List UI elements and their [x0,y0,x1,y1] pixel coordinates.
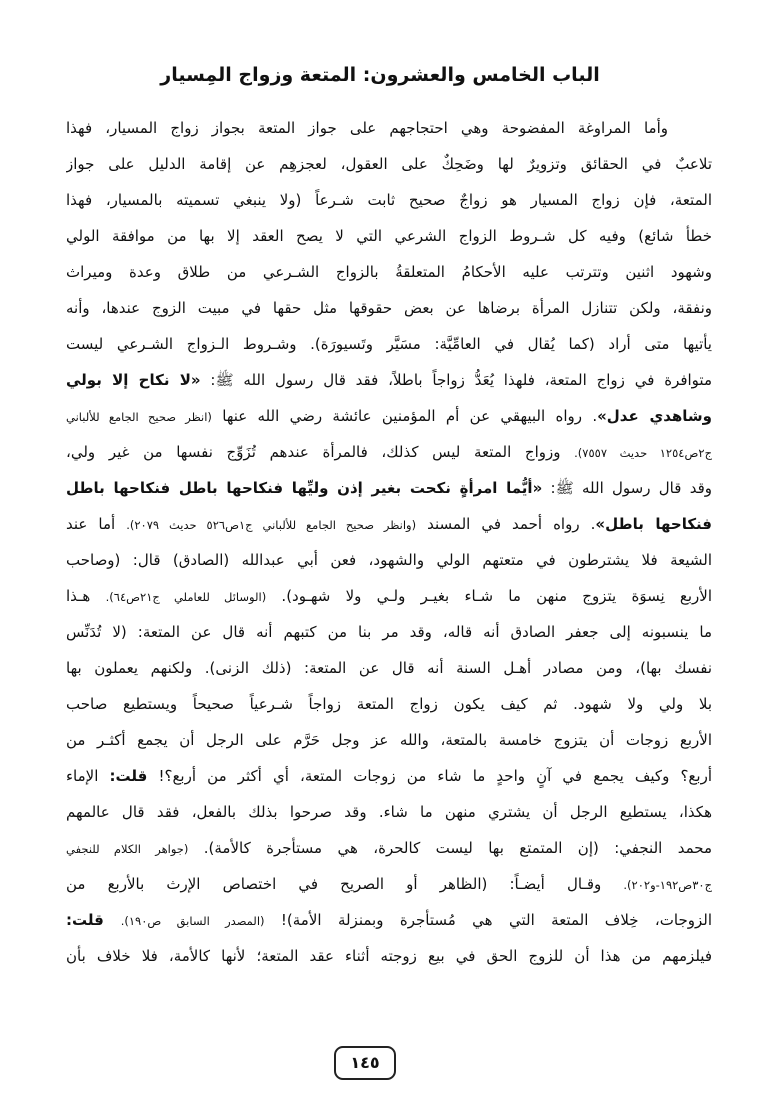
text-line [66,938,712,974]
footnote-reference: (جواهر الكلام للنجفي [66,842,189,856]
text-line [66,650,712,686]
hadith-quote: فنكاحها باطل» [595,515,712,533]
line-segment: وأما المراوغة المفضوحة وهي احتجاجهم على جواز المتعة بجواز زواج المسيار، فهذا [66,119,668,137]
text-line [66,866,712,902]
line-segment: الأربع زوجات أن يتزوج خامسة بالمتعة، والله عز وجل حَرَّم على الرجل أن يجمع أكثـر من [66,731,712,749]
text-line [66,506,712,542]
line-segment: الإماء [66,767,110,785]
footnote-reference: (المصدر السابق ص١٩٠). [120,914,265,928]
line-segment: وقد قال رسول الله ﷺ: [542,479,712,497]
text-line [66,146,712,182]
line-segment: تلاعبٌ في الحقائق وتزويرٌ لها وضَحِكٌ على العقول، لعجزهِم عن إقامة الدليل على جواز [66,155,712,173]
line-segment: أما عند [66,515,127,533]
line-segment: يأتيها متى أراد (كما يُقال في العامِّيَّة: مسَيَّر وتَسيورَة). وشـروط الـزواج الشـرعي ليست [66,335,712,353]
text-line [66,398,712,434]
footnote-reference: (وانظر صحيح الجامع للألباني ج١ص٥٢٦ حديث ٢٠٧٩). [126,518,417,532]
line-segment: . رواه أحمد في المسند [416,515,596,533]
line-segment: ما ينسبونه إلى جعفر الصادق أنه قاله، وقد مر بنا من كتبهم أنه قال عن المتعة: (لا تُدَنِّس [66,623,712,641]
line-segment: ونفقة، ولكن تتنازل المرأة برضاها عن بعض حقوقها مثل حقها في مبيت الزوج عندها، وأنه [66,299,712,317]
text-line [66,290,712,326]
line-segment: وزواج المتعة ليس كذلك، فالمرأة عندهم تُزَوِّج نفسها من غير ولي، [66,443,575,461]
line-segment: المتعة، فإن زواج المسيار هو زواجٌ صحيح ثابت شـرعاً (ولا ينبغي تسميته بالمسيار، فهذا [66,191,712,209]
line-segment: . رواه البيهقي عن أم المؤمنين عائشة رضي الله عنها [211,407,598,425]
page-number: ١٤٥ [334,1046,396,1080]
text-line [66,902,712,938]
text-line [66,470,712,506]
text-line [66,326,712,362]
text-line [66,614,712,650]
line-segment: هـذا [66,587,106,605]
text-line [66,434,712,470]
text-line [66,362,712,398]
text-line [66,686,712,722]
footnote-reference: ج٢ص١٢٥٤ حديث ٧٥٥٧). [574,446,712,460]
hadith-quote: «لا نكاح إلا بولي [66,371,201,389]
footnote-reference: ج٣٠ص١٩٢-و٢٠٢). [623,878,712,892]
line-segment: فيلزمهم من هذا أن للزوج الحق في بيع زوجته أثناء عقد المتعة؛ لأنها كالأمة، فلا خلاف بأن [66,947,712,965]
text-line [66,722,712,758]
hadith-quote: قلت: [66,911,121,929]
line-segment: خطأ شائع) وفيه كل شـروط الزواج الشرعي التي لا يصح العقد إلا بها من موافقة الولي [66,227,712,245]
hadith-quote: «أيُّما امرأةٍ نكحت بغير إذن وليِّها فنكاحها باطل فنكاحها باطل [66,479,543,497]
hadith-quote: قلت: [109,767,148,785]
line-segment: متوافرة في زواج المتعة، فلهذا يُعَدُّ زواجاً باطلاً، فقد قال رسول الله ﷺ: [200,371,712,389]
text-line [66,830,712,866]
text-line [66,794,712,830]
line-segment: الشيعة فلا يشترطون في متعتهم الولي والشهود، فعن أبي عبدالله (الصادق) قال: (وصاحب [66,551,712,569]
line-segment: وقـال أيضـاً: (الظاهر أو الصريح في اختصاص الإرث بالأربع من [66,875,624,893]
text-line [66,578,712,614]
footnote-reference: (انظر صحيح الجامع للألباني [66,410,212,424]
text-line [66,254,712,290]
line-segment: أربع؟ وكيف يجمع في آنٍ واحدٍ ما شاء من زوجات المتعة، أي أكثر من أربع؟! [147,767,712,785]
running-head: الباب الخامس والعشرون: المتعة وزواج المِسيار [160,64,600,86]
line-segment: بلا ولي ولا شهود. ثم كيف يكون زواج المتعة زواجاً شـرعياً صحيحاً ويستطيع صاحب [66,695,712,713]
text-line [66,110,712,146]
line-segment: الأربع نِسوَة يتزوج منهن ما شـاء بغيـر ولـي ولا شهـود). [266,587,712,605]
text-line [66,182,712,218]
line-segment: محمد النجفي: (إن المتمتع بها ليست كالحرة، هي مستأجرة كالأمة). [188,839,712,857]
body-text [66,110,712,974]
text-line [66,542,712,578]
line-segment: وشهود اثنين وتترتب عليه الأحكامُ المتعلقةُ بالزواج الشـرعي من طلاق وعدة وميراث [66,263,712,281]
line-segment: هكذا، يستطيع الرجل أن يشتري منهن ما شاء. وقد صرحوا بذلك بالفعل، فقد قال عالمهم [66,803,712,821]
hadith-quote: وشاهدي عدل» [597,407,712,425]
text-line [66,218,712,254]
footnote-reference: (الوسائل للعاملي ج٢١ص٦٤). [105,590,267,604]
line-segment: نفسك بها)، ومن مصادر أهـل السنة أنه قال عن المتعة: (ذلك الزنى). ولكنهم يعملون بها [66,659,712,677]
line-segment: الزوجات، خِلاف المتعة التي هي مُستأجرة وبمنزلة الأمة)! [264,911,712,929]
text-line [66,758,712,794]
